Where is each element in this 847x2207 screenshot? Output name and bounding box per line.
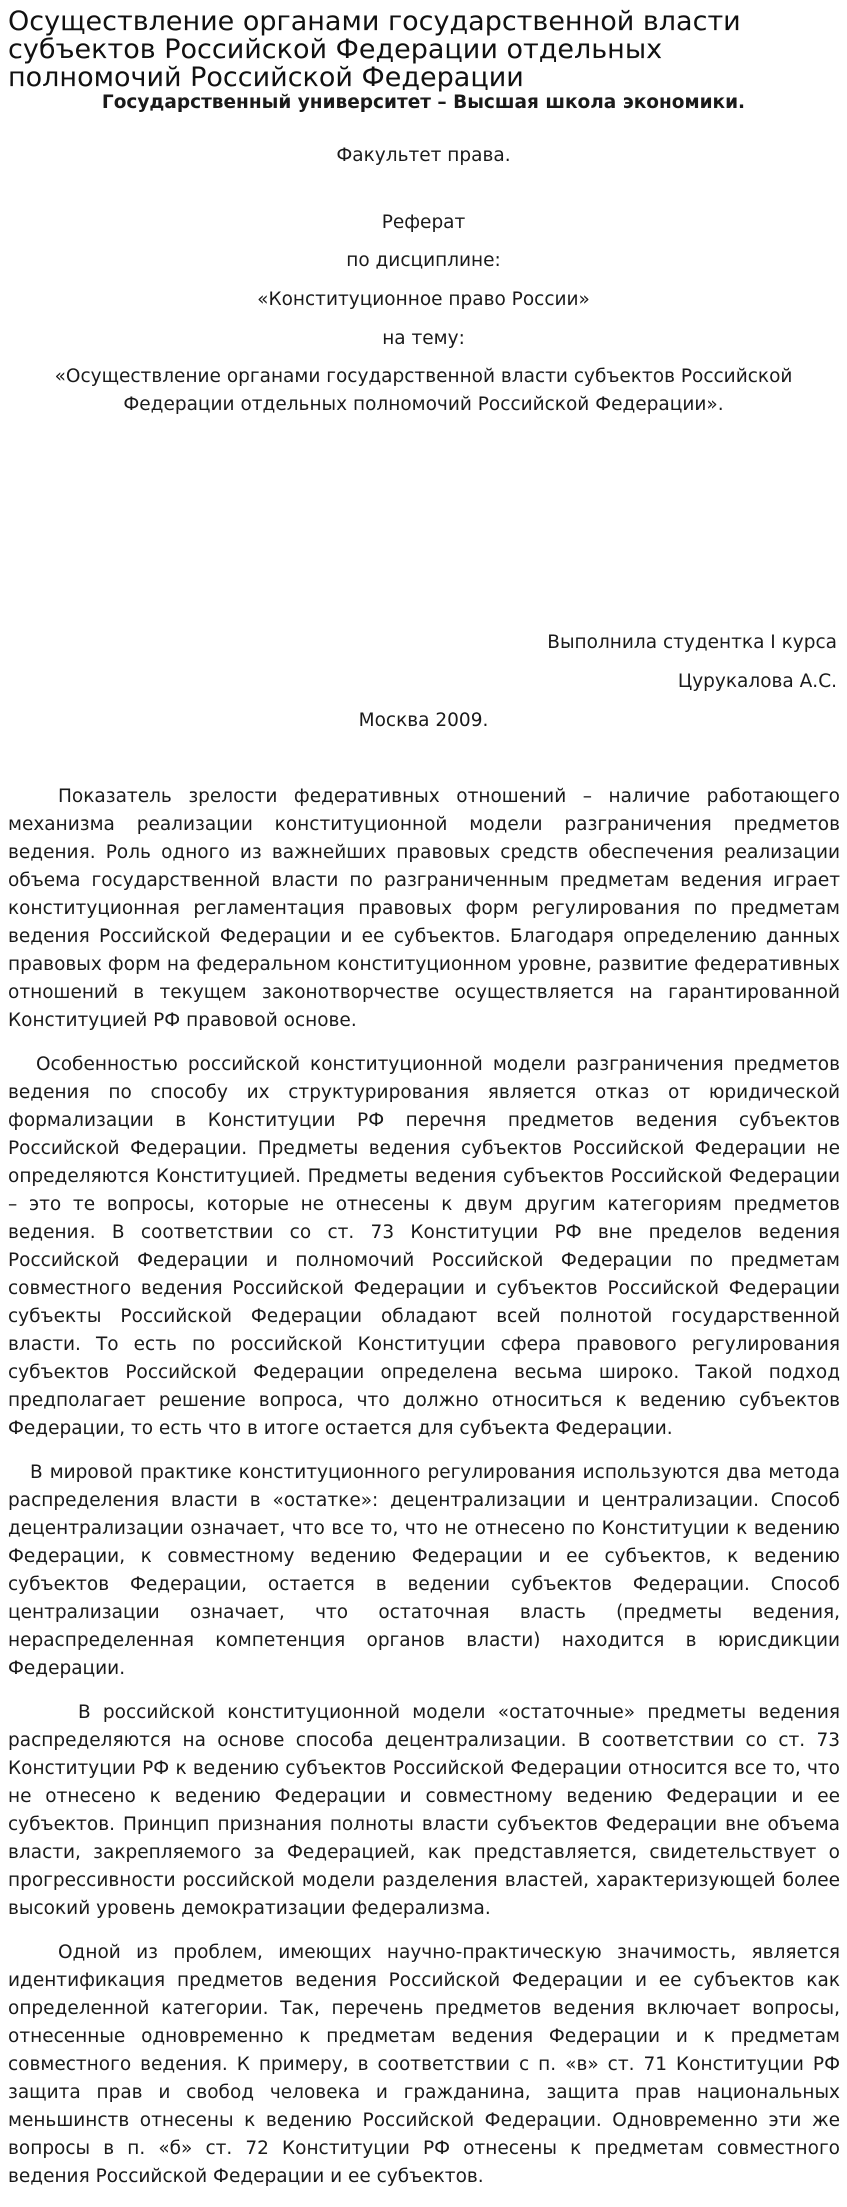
author-line: Выполнила студентка I курса <box>547 632 837 653</box>
document-type: Реферат <box>381 212 466 233</box>
paragraph: В мировой практике конституционного регулирования используются два метода распределения власти в «остатке»: децентрализации и централизации. Способ децентрализации означает, что все то, что не отнесено по Конституции к ведению Федерации, к совместному ведению Федерации и ее субъектов, к ведению субъектов Федерации, остается в ведении субъектов Федерации. Способ централизации означает, что остаточная власть (предметы ведения, нераспределенная компетенция органов власти) находится в юрисдикции Федерации. <box>8 1462 840 1679</box>
document-body <box>8 783 840 2207</box>
paragraph: Показатель зрелости федеративных отношений – наличие работающего механизма реализации конституционной модели разграничения предметов ведения. Роль одного из важнейших правовых средств обеспечения реализации объема государственной власти по разграниченным предметам ведения играет конституционная регламентация правовых форм регулирования по предметам ведения Российской Федерации и ее субъектов. Благодаря определению данных правовых форм на федеральном конституционном уровне, развитие федеративных отношений в текущем законотворчестве осуществляется на гарантированной Конституцией РФ правовой основе. <box>8 786 840 1031</box>
page-title: Осуществление органами государственной власти субъектов Российской Федерации отдельных полномочий Российской Федерации <box>8 6 741 93</box>
author-name: Цурукалова А.С. <box>677 671 837 692</box>
paragraph: Одной из проблем, имеющих научно-практическую значимость, является идентификация предметов ведения Российской Федерации и ее субъектов как определенной категории. Так, перечень предметов ведения включает вопросы, отнесенные одновременно к предметам ведения Федерации и к предметам совместного ведения. К примеру, в соответствии с п. «в» ст. 71 Конституции РФ защита прав и свобод человека и гражданина, защита прав национальных меньшинств отнесены к ведению Российской Федерации. Одновременно эти же вопросы в п. «б» ст. 72 Конституции РФ отнесены к предметам совместного ведения Российской Федерации и ее субъектов. <box>8 1942 840 2187</box>
topic-label: на тему: <box>382 328 465 349</box>
paragraph: Особенностью российской конституционной модели разграничения предметов ведения по способу их структурирования является отказ от юридической формализации в Конституции РФ перечня предметов ведения субъектов Российской Федерации. Предметы ведения субъектов Российской Федерации не определяются Конституцией. Предметы ведения субъектов Российской Федерации – это те вопросы, которые не отнесены к двум другим категориям предметов ведения. В соответствии со ст. 73 Конституции РФ вне пределов ведения Российской Федерации и полномочий Российской Федерации по предметам совместного ведения Российской Федерации и субъектов Российской Федерации субъекты Российской Федерации обладают всей полнотой государственной власти. То есть по российской Конституции сфера правового регулирования субъектов Российской Федерации определена весьма широко. Такой подход предполагает решение вопроса, что должно относиться к ведению субъектов Федерации, то есть что в итоге остается для субъекта Федерации. <box>8 1054 840 1439</box>
city-year: Москва 2009. <box>358 710 489 731</box>
university-name: Государственный университет – Высшая школа экономики. <box>101 92 746 113</box>
faculty-name: Факультет права. <box>336 145 511 166</box>
topic-line-2: Федерации отдельных полномочий Российской Федерации». <box>123 394 724 415</box>
topic-line-1: «Осуществление органами государственной власти субъектов Российской <box>54 366 793 387</box>
paragraph: В российской конституционной модели «остаточные» предметы ведения распределяются на основе способа децентрализации. В соответствии со ст. 73 Конституции РФ к ведению субъектов Российской Федерации относится все то, что не отнесено к ведению Федерации и совместному ведению Федерации и ее субъектов. Принцип признания полноты власти субъектов Федерации вне объема власти, закрепляемого за Федерацией, как представляется, свидетельствует о прогрессивности российской модели разделения властей, характеризующей более высокий уровень демократизации федерализма. <box>8 1702 840 1919</box>
discipline-label: по дисциплине: <box>346 250 501 271</box>
discipline-name: «Конституционное право России» <box>257 289 590 310</box>
